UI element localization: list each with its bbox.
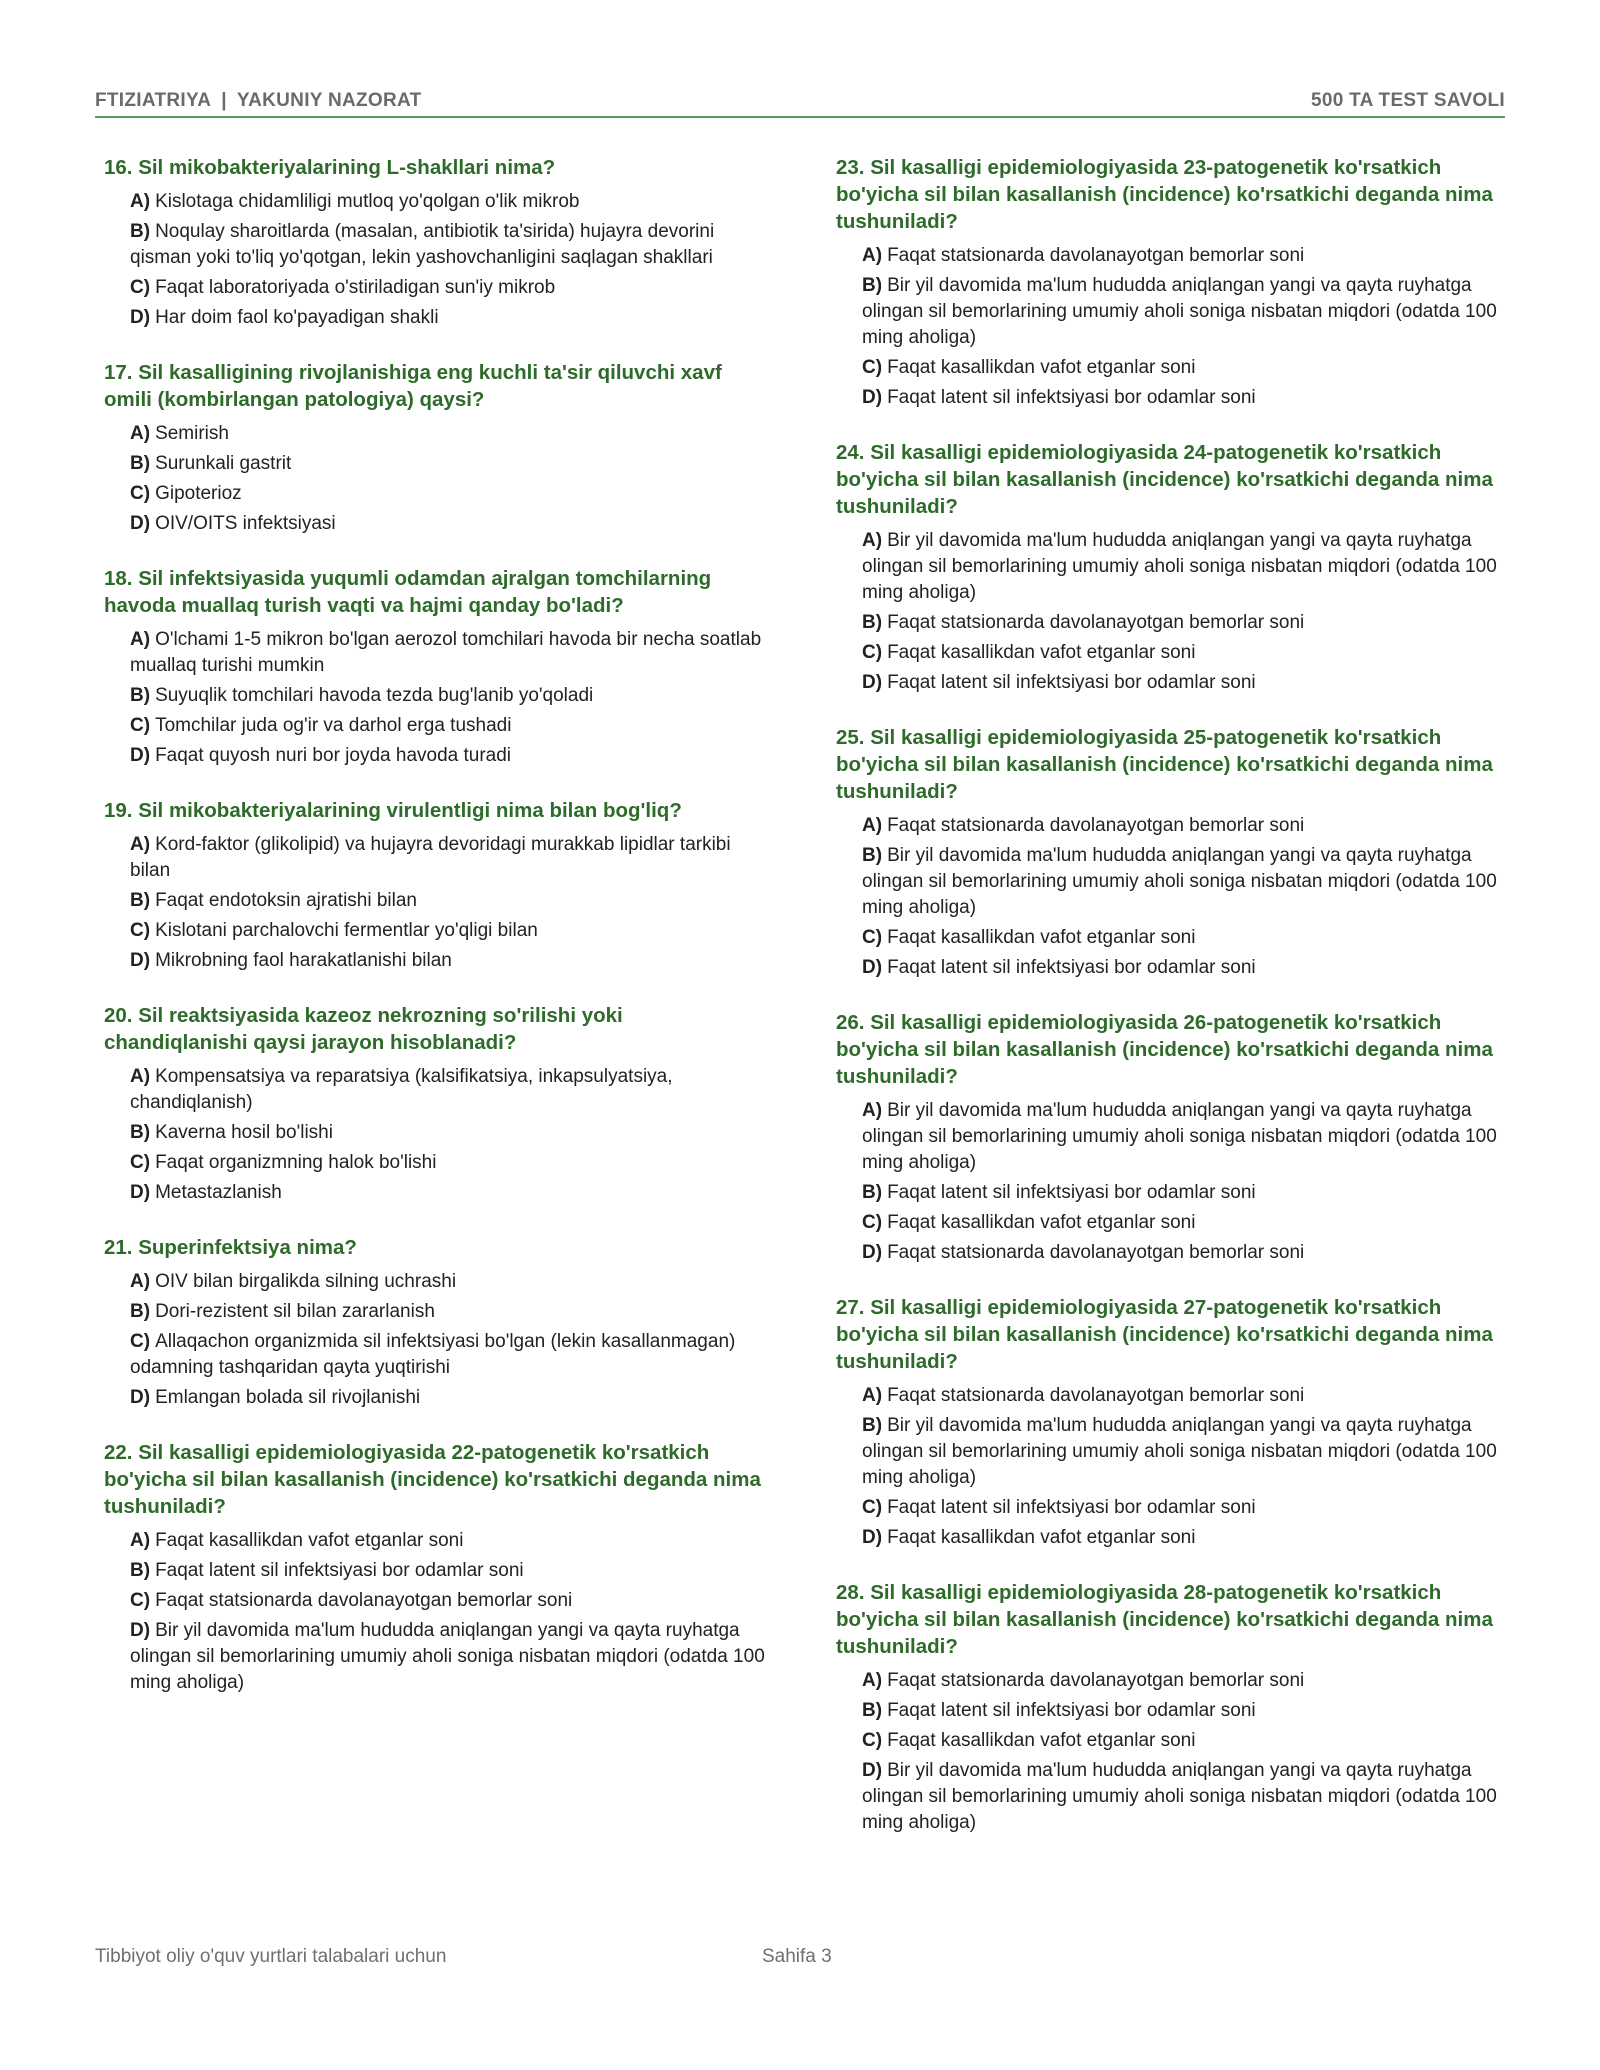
option-text: Faqat kasallikdan vafot etganlar soni: [887, 1730, 1196, 1751]
option-letter: D): [862, 1242, 883, 1263]
option-text: Bir yil davomida ma'lum hududda aniqlangan yangi va qayta ruyhatga olingan sil bemorlarining umumiy aholi soniga nisbatan miqdori (odatda 100 ming aholiga): [862, 530, 1497, 603]
question-block: [104, 1002, 769, 1206]
header-subject: FTIZIATRIYA: [95, 90, 212, 111]
option-letter: C): [130, 277, 151, 298]
option-letter: B): [130, 1560, 151, 1581]
option-text: Faqat laboratoriyada o'stiriladigan sun'iy mikrob: [155, 277, 556, 298]
option-text: Faqat latent sil infektsiyasi bor odamlar soni: [887, 1497, 1256, 1518]
option-text: Kislotaga chidamliligi mutloq yo'qolgan o'lik mikrob: [155, 191, 580, 212]
option-letter: B): [130, 453, 151, 474]
question-block: [836, 154, 1501, 411]
question-block: [104, 565, 769, 769]
option-text: Kislotani parchalovchi fermentlar yo'qligi bilan: [155, 920, 538, 941]
option-letter: C): [862, 1212, 883, 1233]
question-title: 17. Sil kasalligining rivojlanishiga eng kuchli ta'sir qiluvchi xavf omili (kombirlangan patologiya) qaysi?: [104, 361, 722, 411]
option-text: O'lchami 1-5 mikron bo'lgan aerozol tomchilari havoda bir necha soatlab muallaq turishi mumkin: [130, 629, 762, 676]
option-text: Faqat kasallikdan vafot etganlar soni: [887, 1212, 1196, 1233]
option-text: Noqulay sharoitlarda (masalan, antibiotik ta'sirida) hujayra devorini qisman yoki to'liq yo'qotgan, lekin yashovchanligini saqlagan shakllari: [130, 221, 715, 268]
answer-option: [862, 1383, 1501, 1409]
option-text: Bir yil davomida ma'lum hududda aniqlangan yangi va qayta ruyhatga olingan sil bemorlarining umumiy aholi soniga nisbatan miqdori (odatda 100 ming aholiga): [862, 1415, 1497, 1488]
option-letter: A): [130, 1066, 151, 1087]
option-text: Faqat statsionarda davolanayotgan bemorlar soni: [887, 1670, 1305, 1691]
option-letter: B): [862, 275, 883, 296]
option-text: Faqat kasallikdan vafot etganlar soni: [887, 357, 1196, 378]
option-letter: B): [862, 1415, 883, 1436]
answer-option: [862, 610, 1501, 636]
option-text: Faqat statsionarda davolanayotgan bemorlar soni: [887, 1242, 1305, 1263]
answer-option: [862, 528, 1501, 606]
option-text: Faqat quyosh nuri bor joyda havoda turadi: [155, 745, 512, 766]
option-text: Faqat statsionarda davolanayotgan bemorlar soni: [887, 612, 1305, 633]
header-separator: |: [221, 90, 227, 111]
answer-option: [130, 1269, 769, 1295]
question-block: [104, 359, 769, 537]
option-letter: C): [862, 1730, 883, 1751]
answer-option: [862, 1525, 1501, 1551]
option-text: Bir yil davomida ma'lum hududda aniqlangan yangi va qayta ruyhatga olingan sil bemorlarining umumiy aholi soniga nisbatan miqdori (odatda 100 ming aholiga): [862, 1100, 1497, 1173]
answer-option: [130, 627, 769, 679]
answer-option: [862, 1698, 1501, 1724]
option-text: Faqat latent sil infektsiyasi bor odamlar soni: [887, 957, 1256, 978]
option-text: Kord-faktor (glikolipid) va hujayra devoridagi murakkab lipidlar tarkibi bilan: [130, 834, 731, 881]
question-title: 23. Sil kasalligi epidemiologiyasida 23-patogenetik ko'rsatkich bo'yicha sil bilan kasallanish (incidence) ko'rsatkichi deganda nima tushuniladi?: [836, 156, 1493, 233]
answer-option: [862, 1668, 1501, 1694]
option-letter: A): [130, 834, 151, 855]
answer-option: [862, 273, 1501, 351]
question-block: [104, 1234, 769, 1411]
option-letter: A): [862, 815, 883, 836]
answer-option: [130, 451, 769, 477]
option-letter: D): [130, 307, 151, 328]
option-text: Tomchilar juda og'ir va darhol erga tushadi: [155, 715, 512, 736]
answer-option: [130, 305, 769, 331]
question-title: 19. Sil mikobakteriyalarining virulentligi nima bilan bog'liq?: [104, 799, 682, 822]
option-letter: D): [862, 672, 883, 693]
option-letter: D): [130, 1182, 151, 1203]
answer-option: [130, 1588, 769, 1614]
question-block: [104, 154, 769, 331]
option-text: Allaqachon organizmida sil infektsiyasi bo'lgan (lekin kasallanmagan) odamning tashqaridan qayta yuqtirishi: [130, 1331, 736, 1378]
question-title: 26. Sil kasalligi epidemiologiyasida 26-patogenetik ko'rsatkich bo'yicha sil bilan kasallanish (incidence) ko'rsatkichi deganda nima tushuniladi?: [836, 1011, 1493, 1088]
answer-option: [130, 511, 769, 537]
option-text: Bir yil davomida ma'lum hududda aniqlangan yangi va qayta ruyhatga olingan sil bemorlarining umumiy aholi soniga nisbatan miqdori (odatda 100 ming aholiga): [862, 845, 1497, 918]
option-text: Dori-rezistent sil bilan zararlanish: [155, 1301, 435, 1322]
question-block: [104, 797, 769, 974]
option-letter: D): [130, 745, 151, 766]
answer-option: [130, 683, 769, 709]
answer-option: [130, 1558, 769, 1584]
question-block: [836, 439, 1501, 696]
option-letter: C): [130, 1331, 151, 1352]
option-text: Faqat statsionarda davolanayotgan bemorlar soni: [887, 1385, 1305, 1406]
answer-option: [130, 743, 769, 769]
answer-option: [130, 832, 769, 884]
question-block: [836, 1294, 1501, 1551]
option-letter: D): [130, 950, 151, 971]
answer-option: [862, 1210, 1501, 1236]
answer-option: [130, 1329, 769, 1381]
option-text: Metastazlanish: [155, 1182, 282, 1203]
answer-option: [862, 1495, 1501, 1521]
option-text: Emlangan bolada sil rivojlanishi: [155, 1387, 421, 1408]
option-letter: A): [862, 245, 883, 266]
answer-option: [862, 925, 1501, 951]
option-text: Faqat statsionarda davolanayotgan bemorlar soni: [887, 245, 1305, 266]
option-text: OIV bilan birgalikda silning uchrashi: [155, 1271, 457, 1292]
question-title: 27. Sil kasalligi epidemiologiyasida 27-patogenetik ko'rsatkich bo'yicha sil bilan kasallanish (incidence) ko'rsatkichi deganda nima tushuniladi?: [836, 1296, 1493, 1373]
right-column: [836, 154, 1501, 1864]
question-title: 24. Sil kasalligi epidemiologiyasida 24-patogenetik ko'rsatkich bo'yicha sil bilan kasallanish (incidence) ko'rsatkichi deganda nima tushuniladi?: [836, 441, 1493, 518]
header-title: [95, 90, 422, 112]
question-title: 21. Superinfektsiya nima?: [104, 1236, 357, 1259]
option-text: Faqat statsionarda davolanayotgan bemorlar soni: [887, 815, 1305, 836]
option-text: Faqat latent sil infektsiyasi bor odamlar soni: [887, 1182, 1256, 1203]
question-title: 28. Sil kasalligi epidemiologiyasida 28-patogenetik ko'rsatkich bo'yicha sil bilan kasallanish (incidence) ko'rsatkichi deganda nima tushuniladi?: [836, 1581, 1493, 1658]
option-letter: B): [862, 1182, 883, 1203]
answer-option: [862, 843, 1501, 921]
option-text: Kompensatsiya va reparatsiya (kalsifikatsiya, inkapsulyatsiya, chandiqlanish): [130, 1066, 673, 1113]
question-block: [836, 1009, 1501, 1266]
option-letter: B): [862, 845, 883, 866]
option-text: Har doim faol ko'payadigan shakli: [155, 307, 439, 328]
option-text: Faqat statsionarda davolanayotgan bemorlar soni: [155, 1590, 573, 1611]
option-text: Faqat latent sil infektsiyasi bor odamlar soni: [887, 672, 1256, 693]
option-text: Bir yil davomida ma'lum hududda aniqlangan yangi va qayta ruyhatga olingan sil bemorlarining umumiy aholi soniga nisbatan miqdori (odatda 100 ming aholiga): [862, 275, 1497, 348]
left-column: [104, 154, 769, 1724]
option-letter: B): [130, 1301, 151, 1322]
answer-option: [862, 385, 1501, 411]
option-letter: B): [130, 685, 151, 706]
option-letter: C): [130, 1590, 151, 1611]
answer-option: [862, 640, 1501, 666]
answer-option: [862, 1758, 1501, 1836]
option-letter: C): [130, 1152, 151, 1173]
answer-option: [130, 948, 769, 974]
option-text: Suyuqlik tomchilari havoda tezda bug'lanib yo'qoladi: [155, 685, 594, 706]
option-letter: D): [130, 1387, 151, 1408]
option-letter: B): [130, 890, 151, 911]
answer-option: [130, 1064, 769, 1116]
option-letter: D): [130, 1620, 151, 1641]
option-letter: B): [862, 612, 883, 633]
option-letter: C): [862, 927, 883, 948]
option-text: Faqat organizmning halok bo'lishi: [155, 1152, 437, 1173]
option-letter: A): [130, 629, 151, 650]
answer-option: [862, 813, 1501, 839]
question-title: 25. Sil kasalligi epidemiologiyasida 25-patogenetik ko'rsatkich bo'yicha sil bilan kasallanish (incidence) ko'rsatkichi deganda nima tushuniladi?: [836, 726, 1493, 803]
answer-option: [130, 1120, 769, 1146]
option-letter: C): [130, 483, 151, 504]
option-letter: D): [862, 387, 883, 408]
option-letter: A): [862, 1100, 883, 1121]
question-title: 18. Sil infektsiyasida yuqumli odamdan ajralgan tomchilarning havoda muallaq turish vaqti va hajmi qanday bo'ladi?: [104, 567, 712, 617]
answer-option: [862, 955, 1501, 981]
option-text: Kaverna hosil bo'lishi: [155, 1122, 333, 1143]
option-letter: C): [862, 1497, 883, 1518]
answer-option: [862, 1180, 1501, 1206]
option-text: Faqat endotoksin ajratishi bilan: [155, 890, 417, 911]
option-text: Gipoterioz: [155, 483, 242, 504]
answer-option: [130, 1528, 769, 1554]
option-text: Bir yil davomida ma'lum hududda aniqlangan yangi va qayta ruyhatga olingan sil bemorlarining umumiy aholi soniga nisbatan miqdori (odatda 100 ming aholiga): [130, 1620, 765, 1693]
option-text: Faqat kasallikdan vafot etganlar soni: [887, 927, 1196, 948]
option-letter: C): [862, 642, 883, 663]
option-text: Faqat latent sil infektsiyasi bor odamlar soni: [155, 1560, 524, 1581]
option-text: Surunkali gastrit: [155, 453, 292, 474]
option-letter: A): [130, 1530, 151, 1551]
answer-option: [130, 918, 769, 944]
option-letter: B): [130, 221, 151, 242]
answer-option: [130, 421, 769, 447]
question-title: 20. Sil reaktsiyasida kazeoz nekrozning so'rilishi yoki chandiqlanishi qaysi jarayon hisoblanadi?: [104, 1004, 623, 1054]
answer-option: [862, 1413, 1501, 1491]
option-text: Faqat kasallikdan vafot etganlar soni: [155, 1530, 464, 1551]
question-block: [836, 1579, 1501, 1836]
option-letter: A): [130, 191, 151, 212]
option-text: Faqat latent sil infektsiyasi bor odamlar soni: [887, 387, 1256, 408]
option-letter: C): [862, 357, 883, 378]
answer-option: [862, 1728, 1501, 1754]
answer-option: [862, 243, 1501, 269]
answer-option: [130, 1618, 769, 1696]
question-title: 22. Sil kasalligi epidemiologiyasida 22-patogenetik ko'rsatkich bo'yicha sil bilan kasallanish (incidence) ko'rsatkichi deganda nima tushuniladi?: [104, 1441, 761, 1518]
page-number: Sahifa 3: [762, 1946, 832, 1967]
option-text: Semirish: [155, 423, 229, 444]
option-letter: A): [130, 423, 151, 444]
option-letter: A): [862, 1670, 883, 1691]
option-text: Bir yil davomida ma'lum hududda aniqlangan yangi va qayta ruyhatga olingan sil bemorlarining umumiy aholi soniga nisbatan miqdori (odatda 100 ming aholiga): [862, 1760, 1497, 1833]
answer-option: [130, 189, 769, 215]
answer-option: [130, 713, 769, 739]
option-letter: B): [130, 1122, 151, 1143]
answer-option: [130, 1299, 769, 1325]
answer-option: [130, 481, 769, 507]
option-letter: D): [862, 957, 883, 978]
answer-option: [130, 1385, 769, 1411]
header-question-count: 500 TA TEST SAVOLI: [1310, 90, 1505, 111]
answer-option: [130, 1150, 769, 1176]
answer-option: [862, 670, 1501, 696]
page-header: [95, 86, 1505, 118]
option-letter: C): [130, 715, 151, 736]
answer-option: [130, 888, 769, 914]
option-letter: A): [862, 530, 883, 551]
option-letter: B): [862, 1700, 883, 1721]
footer-note: Tibbiyot oliy o'quv yurtlari talabalari uchun: [95, 1946, 447, 1967]
header-exam-type: YAKUNIY NAZORAT: [236, 90, 422, 111]
question-block: [836, 724, 1501, 981]
option-text: Faqat kasallikdan vafot etganlar soni: [887, 1527, 1196, 1548]
answer-option: [862, 1240, 1501, 1266]
option-letter: C): [130, 920, 151, 941]
question-block: [104, 1439, 769, 1696]
answer-option: [130, 219, 769, 271]
option-text: Faqat latent sil infektsiyasi bor odamlar soni: [887, 1700, 1256, 1721]
question-title: 16. Sil mikobakteriyalarining L-shakllari nima?: [104, 156, 556, 179]
answer-option: [130, 1180, 769, 1206]
answer-option: [862, 1098, 1501, 1176]
option-letter: D): [862, 1760, 883, 1781]
option-text: Mikrobning faol harakatlanishi bilan: [155, 950, 452, 971]
answer-option: [862, 355, 1501, 381]
option-text: Faqat kasallikdan vafot etganlar soni: [887, 642, 1196, 663]
option-letter: D): [130, 513, 151, 534]
option-letter: A): [130, 1271, 151, 1292]
option-letter: D): [862, 1527, 883, 1548]
option-text: OIV/OITS infektsiyasi: [155, 513, 336, 534]
answer-option: [130, 275, 769, 301]
option-letter: A): [862, 1385, 883, 1406]
